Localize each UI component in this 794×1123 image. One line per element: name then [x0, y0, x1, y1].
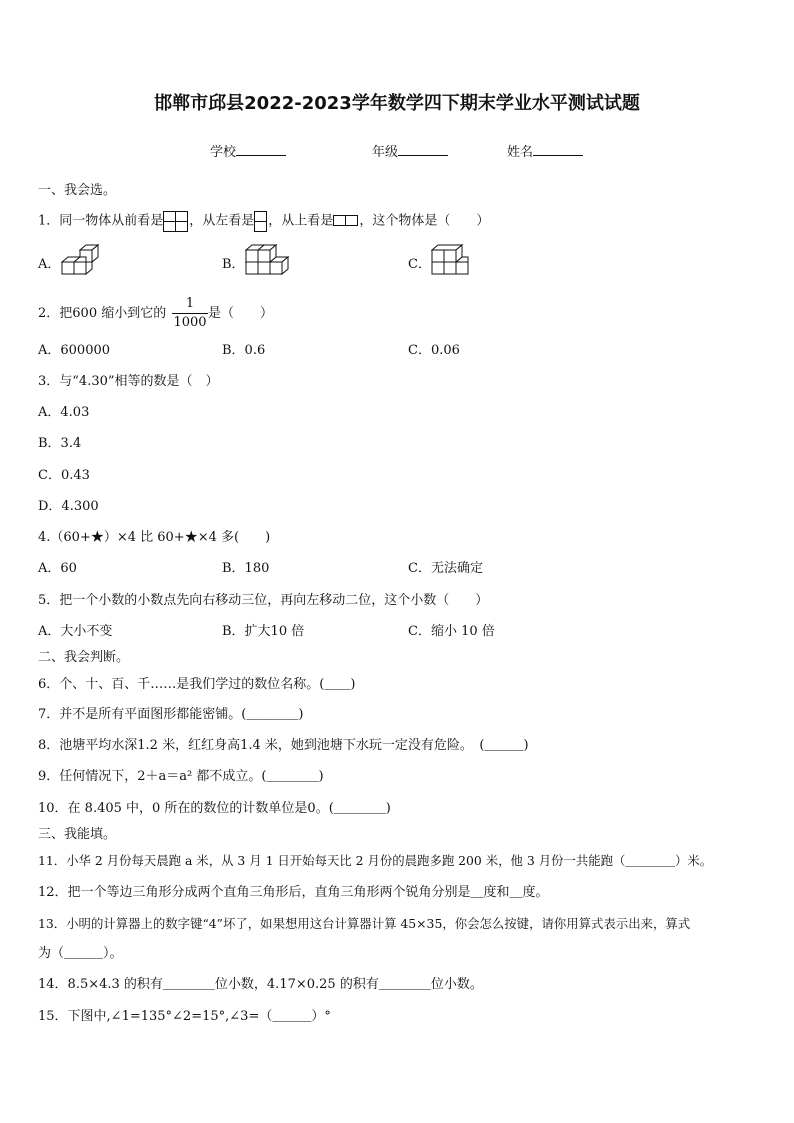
question-14: 14．8.5×4.3 的积有＿＿＿＿位小数，4.17×0.25 的积有＿＿＿＿位小数。 — [38, 977, 483, 992]
grade-blank[interactable] — [398, 143, 448, 156]
question-1 — [38, 213, 489, 230]
q1-option-b-label: B． — [222, 257, 245, 272]
q1-option-c-label: C． — [408, 257, 431, 272]
cube-stack-a-icon — [60, 244, 100, 278]
section-2-heading: 二、我会判断。 — [38, 650, 130, 665]
q5-option-b[interactable]: B．扩大10 倍 — [222, 624, 305, 639]
q1-option-a-label: A． — [38, 257, 61, 272]
q3-option-b[interactable]: B．3.4 — [38, 436, 82, 451]
q1-option-a[interactable] — [38, 257, 60, 273]
question-6: 6．个、十、百、千……是我们学过的数位名称。(＿＿) — [38, 677, 356, 692]
question-15: 15．下图中,∠1=135°∠2=15°,∠3=（＿＿＿）° — [38, 1009, 331, 1024]
q4-option-c[interactable]: C．无法确定 — [408, 561, 483, 576]
question-13-line-1: 13．小明的计算器上的数字键“4”坏了，如果想用这台计算器计算 45×35，你会怎么按键，请你用算式表示出来，算式 — [38, 916, 691, 931]
q3-option-a[interactable]: A．4.03 — [38, 405, 90, 420]
q4-option-b[interactable]: B．180 — [222, 561, 270, 576]
question-5: 5．把一个小数的小数点先向右移动三位，再向左移动二位，这个小数（ ） — [38, 593, 489, 608]
school-label: 学校 — [210, 145, 237, 160]
question-2-part-b: 是（ ） — [208, 306, 274, 321]
name-label: 姓名 — [507, 145, 534, 160]
cube-stack-b-icon — [244, 244, 290, 278]
q1-option-b[interactable] — [222, 257, 245, 273]
name-blank[interactable] — [533, 143, 583, 156]
q2-option-c[interactable]: C．0.06 — [408, 343, 460, 358]
q1-option-c[interactable] — [408, 257, 431, 273]
q1-text-c: ，从上看是 — [268, 213, 334, 229]
grade-label: 年级 — [372, 145, 399, 160]
q1-text-d: ，这个物体是（ ） — [359, 213, 490, 229]
question-9: 9．任何情况下，2＋a＝a² 都不成立。(＿＿＿＿) — [38, 769, 324, 784]
school-field[interactable] — [210, 141, 286, 160]
question-3: 3．与“4.30”相等的数是（ ） — [38, 374, 219, 389]
front-view-icon — [163, 213, 189, 229]
fraction-numerator: 1 — [185, 296, 195, 311]
q2-option-b[interactable]: B．0.6 — [222, 343, 266, 358]
q3-option-c[interactable]: C．0.43 — [38, 468, 90, 483]
q1-text-a: 1．同一物体从前看是 — [38, 213, 164, 229]
question-11: 11．小华 2 月份每天晨跑 a 米，从 3 月 1 日开始每天比 2 月份的晨跑多跑 200 米，他 3 月份一共能跑（＿＿＿＿）米。 — [38, 853, 713, 868]
section-1-heading: 一、我会选。 — [38, 183, 117, 198]
school-blank[interactable] — [236, 143, 286, 156]
left-view-icon — [254, 213, 268, 229]
name-field[interactable] — [507, 141, 583, 160]
question-13-line-2: 为（＿＿＿）。 — [38, 946, 123, 961]
q4-option-a[interactable]: A．60 — [38, 561, 77, 576]
q1-text-b: ，从左看是 — [189, 213, 255, 229]
section-3-heading: 三、我能填。 — [38, 827, 117, 842]
fraction-one-thousandth — [172, 296, 208, 331]
question-8: 8．池塘平均水深1.2 米，红红身高1.4 米，她到池塘下水玩一定没有危险。 (＿＿＿) — [38, 738, 529, 753]
top-view-icon — [333, 213, 359, 229]
q2-option-a[interactable]: A．600000 — [38, 343, 111, 358]
page-title: 邯郸市邱县2022-2023学年数学四下期末学业水平测试试题 — [154, 93, 640, 114]
question-4: 4.（60+★）×4 比 60+★×4 多( ) — [38, 530, 271, 545]
fraction-denominator: 1000 — [173, 315, 207, 330]
cube-stack-c-icon — [430, 244, 470, 278]
grade-field[interactable] — [372, 141, 448, 160]
question-10: 10．在 8.405 中，0 所在的数位的计数单位是0。(＿＿＿＿) — [38, 801, 391, 816]
q3-option-d[interactable]: D．4.300 — [38, 499, 99, 514]
q5-option-a[interactable]: A．大小不变 — [38, 624, 113, 639]
question-12: 12．把一个等边三角形分成两个直角三角形后，直角三角形两个锐角分别是＿度和＿度。 — [38, 885, 549, 900]
fraction-bar — [172, 313, 208, 314]
question-2-part-a: 2．把600 缩小到它的 — [38, 306, 167, 321]
q5-option-c[interactable]: C．缩小 10 倍 — [408, 624, 495, 639]
question-7: 7．并不是所有平面图形都能密铺。(＿＿＿＿) — [38, 707, 304, 722]
